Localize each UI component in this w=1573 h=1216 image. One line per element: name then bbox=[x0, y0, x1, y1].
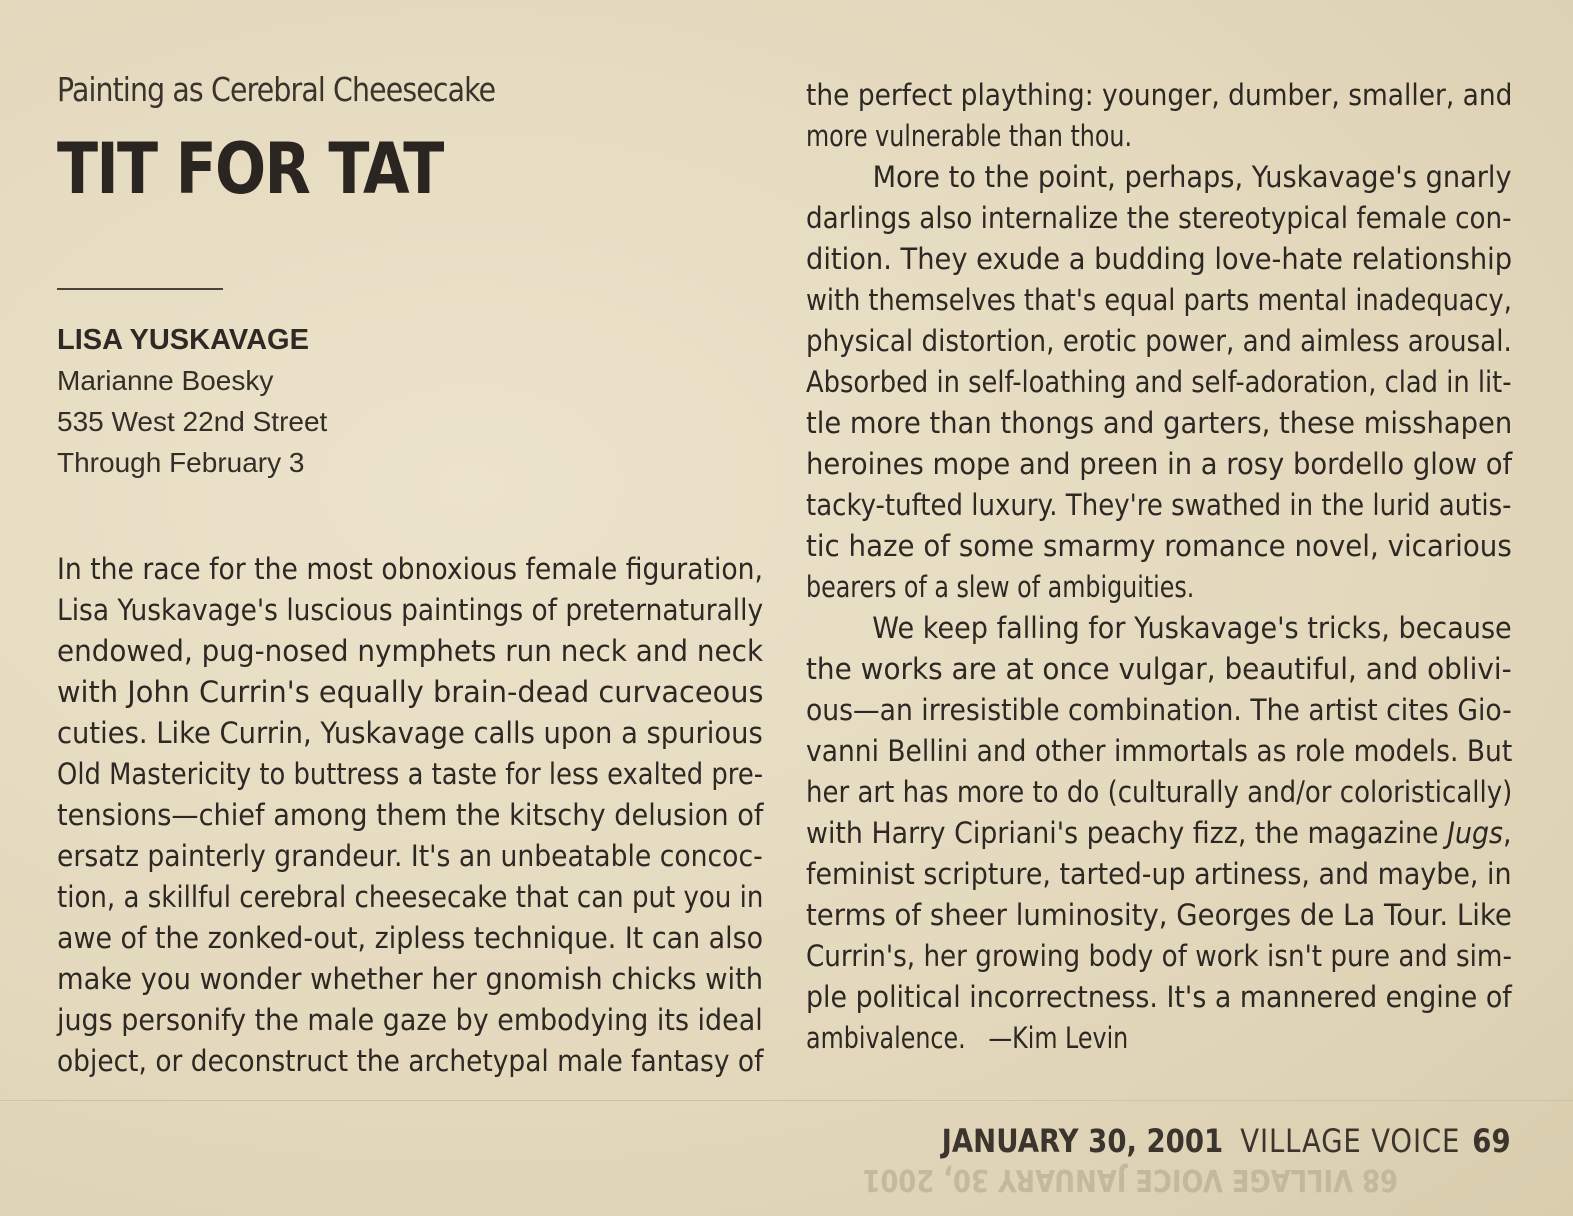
text-line: ple political incorrectness. It's a mannered engine of bbox=[806, 980, 1512, 1014]
text-line: terms of sheer luminosity, Georges de La Tour. Like bbox=[806, 898, 1512, 932]
text-line bbox=[806, 813, 1512, 854]
text-line: bearers of a slew of ambiguities. bbox=[806, 570, 1195, 604]
magazine-title: Jugs bbox=[1447, 816, 1504, 850]
bleed-through-text: 68 VILLAGE VOICE JANUARY 30, 2001 bbox=[862, 1162, 1398, 1197]
text-line: endowed, pug-nosed nymphets run neck and neck bbox=[57, 634, 764, 668]
right-column bbox=[806, 75, 1512, 1059]
text-line: tic haze of some smarmy romance novel, vicarious bbox=[806, 529, 1512, 563]
text-line: Absorbed in self-loathing and self-adoration, clad in lit- bbox=[806, 365, 1512, 399]
text-line: with John Currin's equally brain-dead curvaceous bbox=[57, 675, 764, 709]
text-fragment: , bbox=[1503, 816, 1512, 850]
page-footer bbox=[942, 1122, 1511, 1160]
text-line: ous—an irresistible combination. The artist cites Gio- bbox=[806, 693, 1512, 727]
text-line: tle more than thongs and garters, these misshapen bbox=[806, 406, 1513, 440]
text-fragment: with Harry Cipriani's peachy fizz, the magazine bbox=[806, 816, 1448, 850]
page-number: 69 bbox=[1472, 1122, 1511, 1160]
text-line: with themselves that's equal parts mental inadequacy, bbox=[806, 283, 1512, 317]
text-line: cuties. Like Currin, Yuskavage calls upon a spurious bbox=[57, 716, 763, 750]
text-line: Currin's, her growing body of work isn't pure and sim- bbox=[806, 939, 1512, 973]
text-line: vanni Bellini and other immortals as role models. But bbox=[806, 734, 1513, 768]
text-line: In the race for the most obnoxious female figuration, bbox=[57, 552, 764, 586]
text-line: More to the point, perhaps, Yuskavage's gnarly bbox=[872, 160, 1512, 194]
text-line: awe of the zonked-out, zipless technique. It can also bbox=[57, 921, 764, 955]
text-line: Old Mastericity to buttress a taste for less exalted pre- bbox=[57, 757, 764, 791]
left-column bbox=[57, 68, 763, 1082]
text-line: physical distortion, erotic power, and aimless arousal. bbox=[806, 324, 1512, 358]
text-line: darlings also internalize the stereotypical female con- bbox=[806, 201, 1512, 235]
exhibition-dates: Through February 3 bbox=[57, 447, 305, 478]
left-body-paragraph bbox=[57, 549, 763, 1082]
text-line: tensions—chief among them the kitschy delusion of bbox=[57, 798, 764, 832]
text-line: jugs personify the male gaze by embodying its ideal bbox=[57, 1003, 763, 1037]
text-line: more vulnerable than thou. bbox=[806, 119, 1133, 153]
gallery-name: Marianne Boesky bbox=[57, 365, 274, 396]
article-kicker: Painting as Cerebral Cheesecake bbox=[57, 70, 496, 109]
text-line: feminist scripture, tarted-up artiness, and maybe, in bbox=[806, 857, 1512, 891]
publication-name: VILLAGE VOICE bbox=[1240, 1122, 1461, 1160]
text-line: We keep falling for Yuskavage's tricks, because bbox=[872, 611, 1512, 645]
text-line: heroines mope and preen in a rosy bordello glow of bbox=[806, 447, 1513, 481]
text-line: object, or deconstruct the archetypal male fantasy of bbox=[57, 1044, 764, 1078]
article-headline: TIT FOR TAT bbox=[57, 128, 443, 210]
issue-date: JANUARY 30, 2001 bbox=[942, 1122, 1224, 1160]
text-line: the perfect plaything: younger, dumber, smaller, and bbox=[806, 78, 1513, 112]
text-line bbox=[806, 1018, 1385, 1059]
text-line: make you wonder whether her gnomish chicks with bbox=[57, 962, 764, 996]
divider-rule bbox=[57, 288, 223, 290]
page-fold-line bbox=[0, 1100, 1573, 1101]
byline: —Kim Levin bbox=[988, 1021, 1129, 1055]
gallery-address: 535 West 22nd Street bbox=[57, 406, 328, 437]
artist-name: LISA YUSKAVAGE bbox=[57, 324, 309, 356]
text-line: tion, a skillful cerebral cheesecake that can put you in bbox=[57, 880, 764, 914]
text-line: tacky-tufted luxury. They're swathed in the lurid autis- bbox=[806, 488, 1512, 522]
text-line: ersatz painterly grandeur. It's an unbeatable concoc- bbox=[57, 839, 763, 873]
text-line: Lisa Yuskavage's luscious paintings of preternaturally bbox=[57, 593, 764, 627]
text-line: her art has more to do (culturally and/or coloristically) bbox=[806, 775, 1513, 809]
text-line: dition. They exude a budding love-hate relationship bbox=[806, 242, 1513, 276]
text-line: the works are at once vulgar, beautiful, and oblivi- bbox=[806, 652, 1512, 686]
text-fragment: ambivalence. bbox=[806, 1021, 966, 1055]
